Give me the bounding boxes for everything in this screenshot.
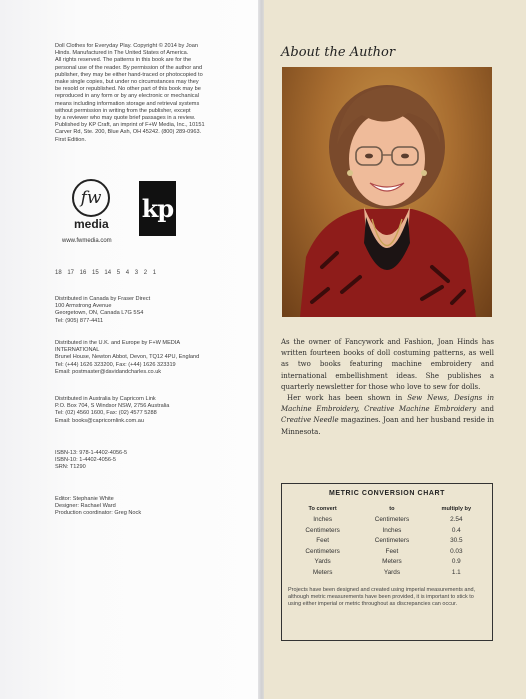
table-cell: Centimeters [305, 547, 340, 555]
dist-line: Brunel House, Newton Abbot, Devon, TQ12 4PU, England [55, 354, 200, 361]
dist-line: Tel: (+44) 1626 323200, Fax: (+44) 1626 323319 [55, 361, 176, 368]
dist-line: Tel: (905) 877-4411 [55, 317, 104, 324]
distribution-canada [55, 296, 255, 325]
legal-line: Hinds. Manufactured in The United States of America. [55, 50, 189, 57]
credit-line: Editor: Stephanie White [55, 496, 114, 502]
legal-line: Doll Clothes for Everyday Play. Copyright © 2014 by Joan [55, 43, 198, 49]
legal-line: by a reviewer who may quote brief passages in a review. [55, 115, 196, 122]
table-row [288, 568, 486, 579]
dist-line: Email: books@capricornlink.com.au [55, 417, 144, 424]
legal-line: be resold or republished. No other part of this book may be [55, 86, 201, 93]
dist-line: 100 Armstrong Avenue [55, 303, 112, 310]
bio-paragraph: As the owner of Fancywork and Fashion, Joan Hinds has written fourteen books of doll costuming patterns, as well as two books featuring machine embroidery and international embellishment ideas. She publishes a quarterly newsletter for those who love to sew for dolls. [281, 338, 494, 391]
author-bio [281, 337, 494, 438]
table-cell: Inches [382, 526, 402, 534]
legal-line: publisher, they may be either hand-traced or photocopied to [55, 71, 203, 78]
table-cell: 0.03 [450, 547, 463, 555]
about-author-heading: About the Author [281, 45, 396, 60]
chart-title: METRIC CONVERSION CHART [328, 490, 446, 497]
isbn-block [55, 450, 255, 472]
legal-line: make single copies, but under no circumstances may they [55, 79, 199, 86]
table-cell: Meters [382, 558, 402, 566]
bio-text: Her work has been shown in [287, 394, 408, 403]
table-row [288, 547, 486, 558]
printing-number-line: 18 17 16 15 14 5 4 3 2 1 [55, 270, 157, 276]
metric-conversion-chart [281, 483, 493, 641]
fw-media-logo [68, 179, 116, 237]
table-cell: Centimeters [374, 516, 410, 523]
table-header-row [288, 506, 486, 515]
legal-line: reproduced in any form or by any electronic or mechanical [55, 93, 199, 100]
column-header: multiply by [441, 506, 472, 512]
bio-text: and [476, 405, 494, 414]
author-portrait-illustration [282, 67, 492, 317]
magazine-titles: Sew News, Designs in Machine Embroidery, Creative Machine Embroidery [281, 394, 494, 414]
legal-line: without permission in writing from the publisher, except [55, 107, 191, 114]
table-cell: 1.1 [451, 568, 461, 576]
kp-logo: kp [139, 181, 176, 236]
dist-line: Email: postmaster@davidandcharles.co.uk [55, 368, 162, 375]
legal-line: First Edition. [55, 136, 87, 143]
table-row [288, 526, 486, 537]
isbn-line: ISBN-13: 978-1-4402-4056-5 [55, 450, 128, 456]
table-cell: 0.4 [451, 526, 461, 534]
column-header: To convert [308, 506, 337, 512]
legal-line: Carver Rd, Ste. 200, Blue Ash, OH 45242. (800) 289-0963. [55, 129, 202, 136]
legal-line: personal use of the reader. By permission of the author and [55, 64, 203, 71]
dist-line: Georgetown, ON, Canada L7G 5S4 [55, 310, 144, 317]
table-row [288, 536, 486, 547]
copyright-notice [55, 43, 255, 144]
isbn-line: SRN: T1290 [55, 464, 86, 471]
dist-line: Distributed in Canada by Fraser Direct [55, 296, 151, 302]
credit-line: Designer: Rachael Ward [55, 503, 116, 510]
table-cell: Feet [316, 537, 330, 545]
table-cell: 0.9 [451, 558, 461, 566]
table-cell: Yards [314, 558, 331, 566]
credit-line: Production coordinator: Greg Nock [55, 510, 142, 517]
table-cell: 30.5 [450, 537, 463, 545]
legal-line: means including information storage and retrieval systems [55, 100, 200, 107]
publisher-url: www.fwmedia.com [62, 238, 112, 244]
table-cell: Centimeters [374, 537, 410, 545]
metric-note: Projects have been designed and created using imperial measurements and, although metric measurements have been provided, it is important to stick to using either imperial or metric throughout as discrepancies can occur. [288, 586, 476, 607]
legal-line: Published by KP Craft, an imprint of F+W Media, Inc., 10151 [55, 122, 205, 129]
distribution-uk [55, 340, 255, 376]
dist-line: Tel: (02) 4560 1600, Fax: (02) 4577 5288 [55, 410, 157, 417]
table-cell: Inches [313, 516, 333, 523]
dist-line: Distributed in Australia by Capricorn Link [55, 396, 156, 402]
column-header: to [389, 506, 395, 512]
table-cell: Feet [385, 547, 399, 555]
bio-text: magazines. Joan and her husband reside in Minnesota. [281, 416, 494, 436]
fw-logo-mark: fw [72, 179, 110, 217]
table-cell: Yards [383, 568, 401, 576]
dist-line: P.O. Box 704, S Windsor NSW, 2756 Australia [55, 403, 170, 410]
fw-logo-wordmark: media [74, 217, 109, 231]
conversion-table [288, 506, 486, 579]
credits-block [55, 496, 255, 518]
dist-line: INTERNATIONAL [55, 347, 100, 354]
table-cell: Centimeters [305, 526, 340, 534]
bio-paragraph [281, 393, 494, 438]
table-cell: 2.54 [450, 516, 463, 523]
table-cell: Meters [312, 568, 333, 576]
magazine-title: Creative Needle [281, 416, 339, 425]
table-row [288, 557, 486, 568]
legal-line: All rights reserved. The patterns in this book are for the [55, 57, 192, 64]
isbn-line: ISBN-10: 1-4402-4056-5 [55, 457, 116, 464]
author-photo [282, 67, 492, 317]
distribution-australia [55, 396, 255, 425]
table-row [288, 515, 486, 526]
dist-line: Distributed in the U.K. and Europe by F+W MEDIA [55, 340, 181, 346]
